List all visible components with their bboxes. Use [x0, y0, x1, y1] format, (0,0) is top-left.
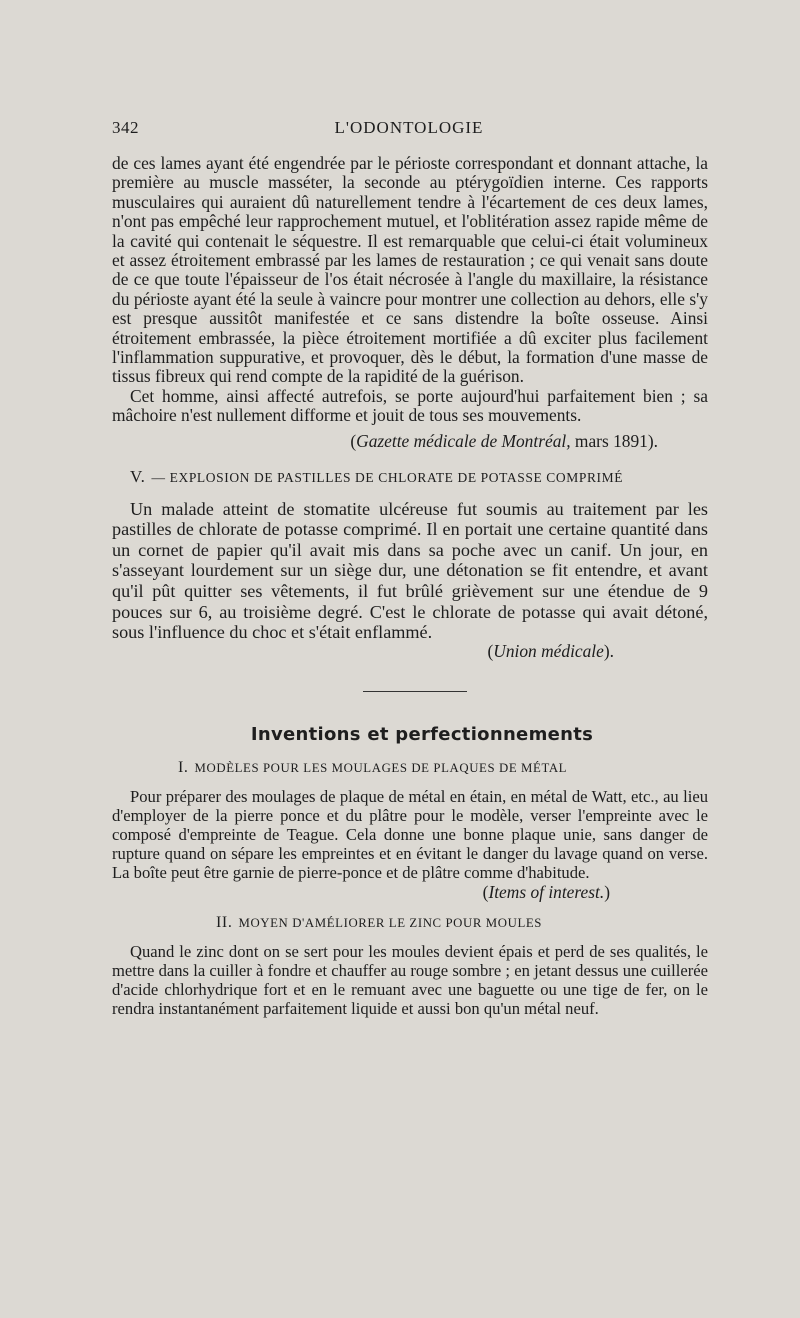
item-1-source-citation [112, 882, 708, 902]
citation-close: ). [603, 640, 614, 661]
citation-open: ( [350, 430, 357, 451]
item-2-number: II. [216, 913, 233, 931]
citation-rest: mars 1891). [570, 430, 658, 451]
citation-close: ) [604, 881, 610, 902]
citation-title: Gazette médicale de Montréal, [356, 430, 571, 451]
page-body [112, 154, 708, 1018]
intro-source-citation [112, 431, 708, 451]
intro-paragraph-2: Cet homme, ainsi affecté autrefois, se porte aujourd'hui parfaitement bien ; sa mâchoire n'est nullement difforme et jouit de tous ses mouvements. [112, 385, 708, 426]
section-divider [363, 691, 467, 692]
item-1-heading [178, 759, 708, 777]
section-v-heading [130, 467, 708, 487]
section-v-paragraph: Un malade atteint de stomatite ulcéreuse fut soumis au traitement par les pastilles de chlorate de potasse comprimé. Il en portait une certaine quantité dans un cornet de papier qu'il avait mis dans sa poche avec un canif. Un jour, en s'asseyant lourdement sur un siège dur, une détonation se fit entendre, et avant qu'il pût quitter ses vêtements, il fut brûlé grièvement sur une étendue de 9 pouces sur 6, au troisième degré. C'est le chlorate de potasse qui avait détoné, sous l'influence du choc et s'était enflammé. [112, 498, 708, 643]
section-v-title: — EXPLOSION DE PASTILLES DE CHLORATE DE POTASSE COMPRIMÉ [151, 469, 624, 485]
item-2-title: MOYEN D'AMÉLIORER LE ZINC POUR MOULES [238, 915, 543, 930]
section-v-source-citation [112, 641, 708, 661]
intro-paragraph-1: de ces lames ayant été engendrée par le périoste correspondant et donnant attache, la première au muscle masséter, la seconde au ptérygoïdien interne. Ces rapports musculaires qui auraient dû naturellement tendre à l'écartement de ces deux lames, n'ont pas empêché leur rapprochement mutuel, et l'oblitération assez rapide même de la cavité qui contenait le séquestre. Il est remarquable que celui-ci était volumineux et assez étroitement embrassé par les lames de restauration ; ce qui venait sans doute de ce que toute l'épaisseur de l'os était nécrosée à l'angle du maxillaire, la résistance du périoste ayant été la seule à vaincre pour montrer une collection au dehors, elle s'y est presque aussitôt manifestée et ce sans distendre la boîte osseuse. Ainsi étroitement embrassée, la pièce étroitement mortifiée a dû exciter plus facilement l'inflammation suppurative, et provoquer, dès le début, la formation d'une masse de tissus fibreux qui rend compte de la rapidité de la guérison. [112, 153, 708, 387]
running-title: L'ODONTOLOGIE [334, 118, 484, 137]
citation-title: Items of interest. [488, 881, 605, 902]
page-number: 342 [112, 118, 139, 137]
citation-title: Union médicale [493, 640, 604, 661]
citation-open: ( [487, 640, 494, 661]
item-1-title: MODÈLES POUR LES MOULAGES DE PLAQUES DE MÉTAL [194, 760, 568, 775]
item-2-heading [216, 914, 708, 932]
item-2-paragraph: Quand le zinc dont on se sert pour les moules devient épais et perd de ses qualités, le mettre dans la cuiller à fondre et chauffer au rouge sombre ; en jetant dessus une cuillerée d'acide chlorhydrique fort et en le remuant avec une baguette ou une tige de fer, on le rendra instantanément parfaitement liquide et aussi bon qu'un métal neuf. [112, 941, 708, 1018]
item-1-number: I. [178, 758, 189, 776]
item-1-paragraph: Pour préparer des moulages de plaque de métal en étain, en métal de Watt, etc., au lieu d'employer de la pierre ponce et du plâtre pour le modèle, verser l'empreinte avec le composé d'empreinte de Teague. Cela donne une bonne plaque unie, sans danger de rupture quand on sépare les empreintes et en évitant le danger du lavage quand on verse. La boîte peut être garnie de pierre-ponce et de plâtre comme d'habitude. [112, 786, 708, 882]
inventions-title: Inventions et perfectionnements [250, 723, 594, 745]
citation-open: ( [482, 881, 489, 902]
section-v-number: V. [130, 466, 146, 486]
